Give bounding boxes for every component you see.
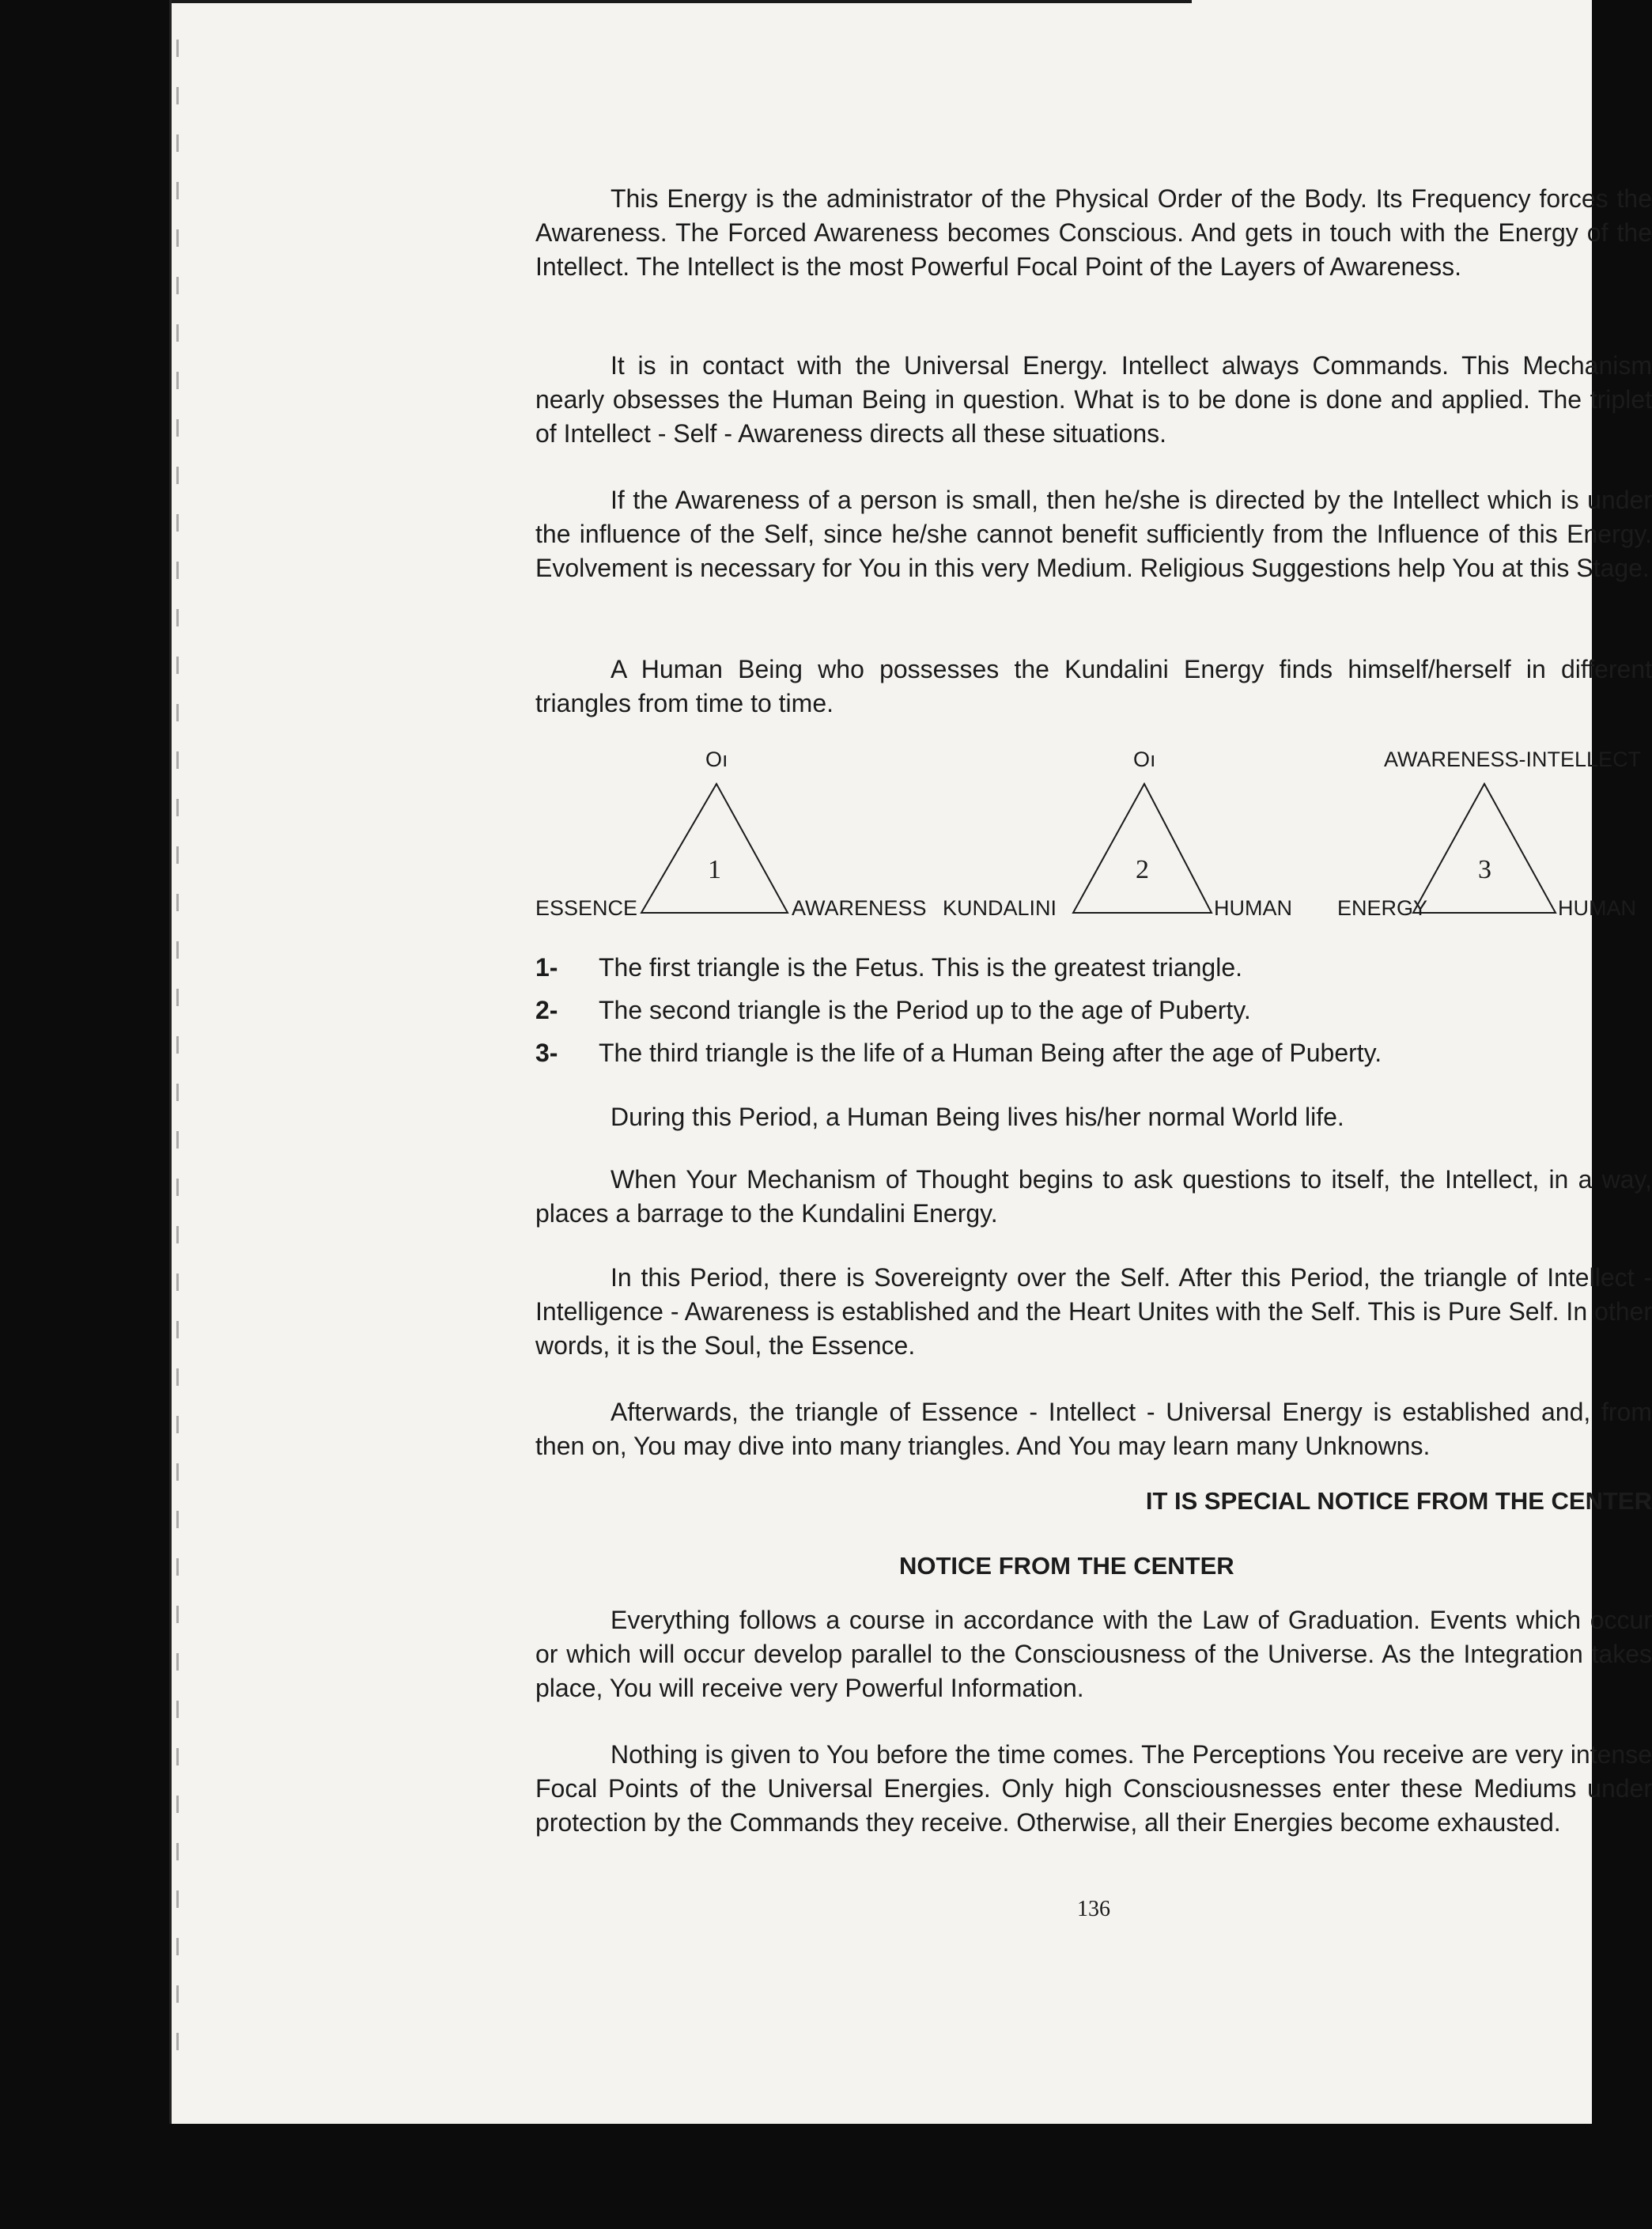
triangle-diagram (535, 748, 1652, 938)
triangle-2-top-label: Oı (1133, 747, 1156, 771)
list-number: 3- (535, 1039, 558, 1067)
list-item (535, 1036, 1652, 1076)
triangle-1-left-label: ESSENCE (535, 896, 638, 920)
triangle-2-number: 2 (1136, 855, 1149, 884)
paragraph-6: When Your Mechanism of Thought begins to ask questions to itself, the Intellect, in a way, places a barrage to the Kundalini Energy. (535, 1165, 1652, 1228)
triangle-3-left-label: ENERGY (1337, 896, 1428, 920)
paragraph-10: Nothing is given to You before the time comes. The Perceptions You receive are very intense Focal Points of the Universal Energies. Only high Consciousnesses enter these Mediums under protection by the Commands they receive. Otherwise, all their Energies become exhausted. (535, 1740, 1652, 1837)
paragraph-7: In this Period, there is Sovereignty over the Self. After this Period, the triangle of Intellect - Intelligence - Awareness is established and the Heart Unites with the Self. This is Pure Self. In other words, it is the Soul, the Essence. (535, 1263, 1652, 1360)
list-number: 1- (535, 953, 558, 982)
triangle-3-number: 3 (1478, 855, 1491, 884)
triangle-1-top-label: Oı (705, 747, 728, 771)
paragraph-1: This Energy is the administrator of the Physical Order of the Body. Its Frequency forces the Awareness. The Forced Awareness becomes Conscious. And gets in touch with the Energy of the Intellect. The Intellect is the most Powerful Focal Point of the Layers of Awareness. (535, 184, 1652, 281)
list-number: 2- (535, 996, 558, 1024)
page-top-edge (172, 0, 1192, 3)
triangle-2 (943, 747, 1292, 920)
triangle-1-number: 1 (708, 855, 721, 884)
binding-shadow (176, 40, 179, 2057)
paragraph-5: During this Period, a Human Being lives his/her normal World life. (611, 1103, 1344, 1131)
paragraph-2: It is in contact with the Universal Energy. Intellect always Commands. This Mechanism nearly obsesses the Human Being in question. What is to be done is done and applied. The triplet of Intellect - Self - Awareness directs all these situations. (535, 351, 1652, 448)
page-number: 136 (1077, 1897, 1110, 1921)
book-page (169, 0, 1652, 2124)
paragraph-4: A Human Being who possesses the Kundalini Energy finds himself/herself in different triangles from time to time. (535, 655, 1652, 717)
triangle-3-right-label: HUMAN (1558, 896, 1636, 920)
paragraph-9: Everything follows a course in accordance with the Law of Graduation. Events which occur or which will occur develop parallel to the Consciousness of the Universe. As the Integration takes place, You will receive very Powerful Information. (535, 1606, 1652, 1702)
triangle-1 (535, 747, 927, 920)
triangle-2-left-label: KUNDALINI (943, 896, 1057, 920)
triangle-3-top-label: AWARENESS-INTELLECT (1384, 747, 1642, 771)
list-text: The second triangle is the Period up to the age of Puberty. (599, 996, 1251, 1024)
list-text: The first triangle is the Fetus. This is the greatest triangle. (599, 953, 1242, 982)
triangle-3 (1337, 747, 1641, 920)
list-item (535, 951, 1652, 990)
paragraph-3: If the Awareness of a person is small, then he/she is directed by the Intellect which is under the influence of the Self, since he/she cannot benefit sufficiently from the Influence of this Energy. Evolvement is necessary for You in this very Medium. Religious Suggestions help You at this Stage. (535, 486, 1652, 582)
list-text: The third triangle is the life of a Human Being after the age of Puberty. (599, 1039, 1382, 1067)
notice-heading: NOTICE FROM THE CENTER (899, 1552, 1234, 1580)
paragraph-8: Afterwards, the triangle of Essence - Intellect - Universal Energy is established and, from then on, You may dive into many triangles. And You may learn many Unknowns. (535, 1398, 1652, 1460)
triangle-2-right-label: HUMAN (1214, 896, 1292, 920)
triangle-1-right-label: AWARENESS (792, 896, 927, 920)
list-item (535, 993, 1652, 1033)
special-notice-heading: IT IS SPECIAL NOTICE FROM THE CENTER (1145, 1487, 1652, 1515)
